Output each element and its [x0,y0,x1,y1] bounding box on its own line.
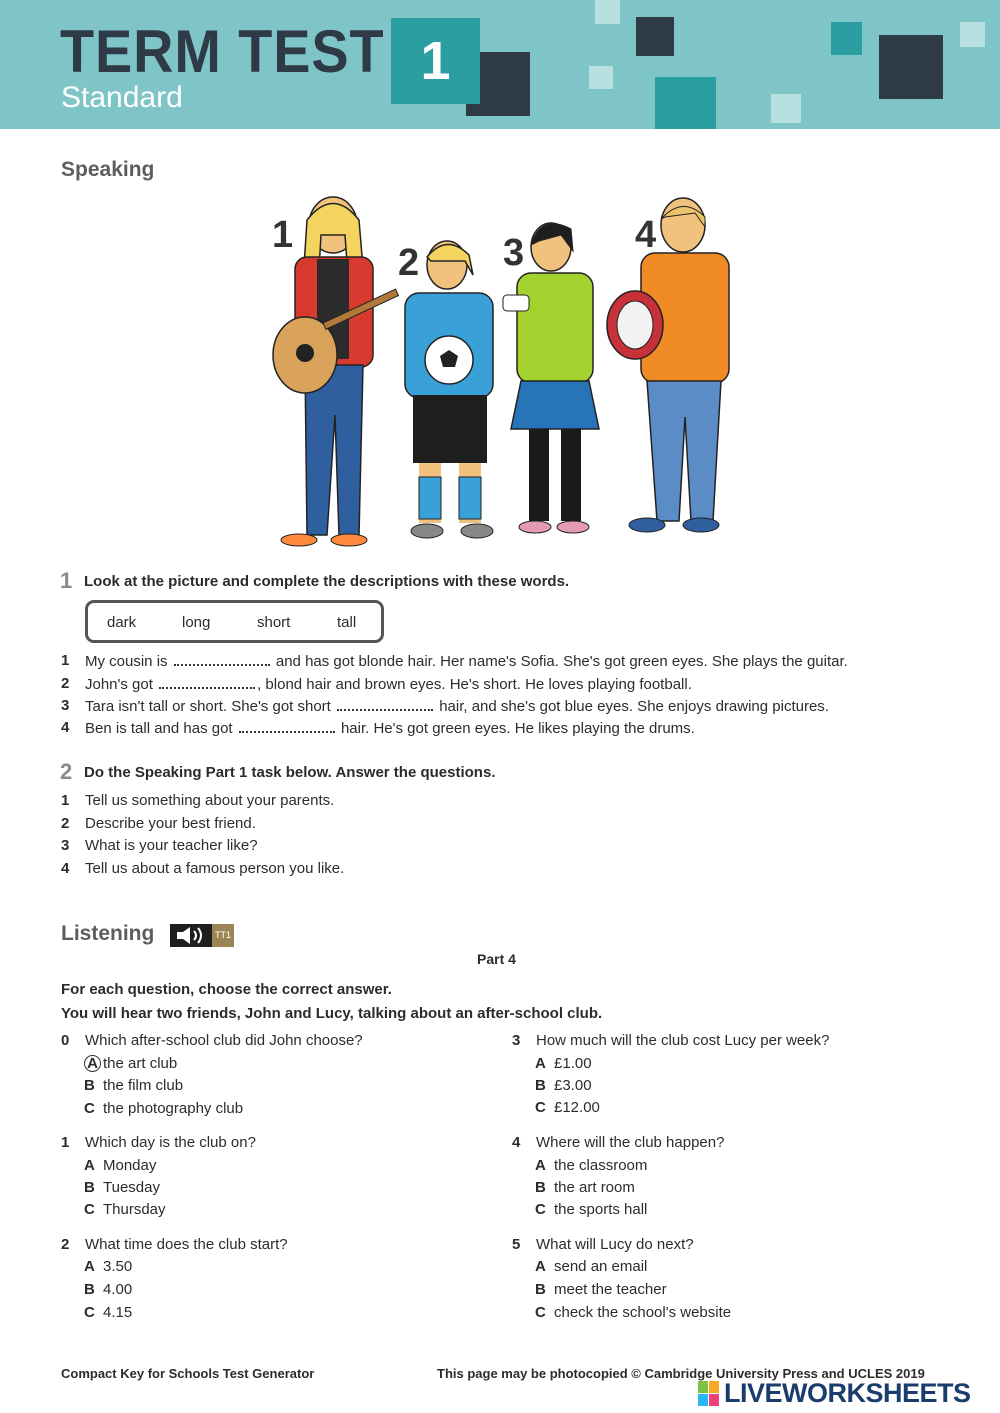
people-illustration [255,195,745,555]
item-text: My cousin is and has got blonde hair. Her name's Sofia. She's got green eyes. She plays the guitar. [85,653,848,670]
item-number: 4 [61,719,70,736]
word-box [85,600,384,643]
item-text: John's got , blond hair and brown eyes. He's short. He loves playing football. [85,676,692,693]
answer-option[interactable]: A send an email [535,1258,648,1275]
listening-instruction-2: You will hear two friends, John and Lucy, talking about an after-school club. [61,1005,603,1022]
liveworksheets-badge-icon [698,1381,720,1407]
answer-option[interactable]: C the photography club [84,1100,244,1117]
header-banner [0,0,1000,129]
audio-track-tag: TT1 [212,924,234,947]
answer-gap[interactable] [174,652,270,666]
decor-square [636,17,674,56]
person-2-figure [405,241,493,538]
answer-option[interactable]: B 4.00 [84,1281,133,1298]
answer-option[interactable]: C check the school's website [535,1304,732,1321]
word-option: short [257,614,291,631]
decor-square [589,66,613,89]
decor-square [960,22,985,47]
item-number: 2 [61,675,70,692]
decor-square [595,0,620,24]
decor-square [879,35,943,99]
figure-label-4: 4 [635,214,657,256]
listening-instruction-1: For each question, choose the correct answer. [61,981,392,998]
speaking-title: Speaking [61,158,155,181]
figure-label-2: 2 [398,242,420,284]
answer-option[interactable]: B the art room [535,1179,635,1196]
answer-option[interactable]: A the classroom [535,1157,648,1174]
answer-option[interactable]: B the film club [84,1077,184,1094]
answer-option[interactable]: C £12.00 [535,1099,600,1116]
answer-gap[interactable] [159,675,255,689]
answer-option[interactable]: A the art club [84,1055,177,1072]
test-number: 1 [391,18,480,104]
answer-option[interactable]: C 4.15 [84,1304,133,1321]
footer-left: Compact Key for Schools Test Generator [61,1366,315,1381]
figure-label-1: 1 [272,214,294,256]
item-number: 1 [61,652,70,669]
answer-gap[interactable] [337,697,433,711]
footer-right: This page may be photocopied © Cambridge University Press and UCLES 2019 [437,1366,925,1381]
answer-option[interactable]: B meet the teacher [535,1281,667,1298]
item-text: Tara isn't tall or short. She's got short hair, and she's got blue eyes. She enjoys drawing pictures. [85,698,829,715]
word-option: long [182,614,211,631]
listening-title: Listening [61,922,155,945]
answer-option[interactable]: A £1.00 [535,1055,592,1072]
word-option: dark [107,614,137,631]
person-4-figure [607,198,729,532]
part-label: Part 4 [477,951,516,967]
decor-square [831,22,862,55]
exercise-2-instruction: Do the Speaking Part 1 task below. Answer the questions. [84,764,496,781]
exercise-2-number: 2 [60,759,73,784]
answer-option[interactable]: B Tuesday [84,1179,160,1196]
speaker-icon [172,924,214,947]
test-title: TERM TEST [60,18,385,85]
test-subtitle: Standard [61,81,183,114]
answer-gap[interactable] [239,719,335,733]
item-number: 3 [61,697,70,714]
exercise-1-number: 1 [60,568,73,593]
exercise-1-instruction: Look at the picture and complete the descriptions with these words. [84,573,570,590]
answer-option[interactable]: A 3.50 [84,1258,133,1275]
figure-label-3: 3 [503,232,525,274]
answer-option[interactable]: A Monday [84,1157,157,1174]
decor-square [771,94,801,123]
item-text: Ben is tall and has got hair. He's got green eyes. He likes playing the drums. [85,720,695,737]
answer-option[interactable]: B £3.00 [535,1077,592,1094]
answer-option[interactable]: C Thursday [84,1201,166,1218]
word-option: tall [337,614,357,631]
decor-square [655,77,716,129]
answer-option[interactable]: C the sports hall [535,1201,648,1218]
audio-button[interactable] [170,924,234,947]
